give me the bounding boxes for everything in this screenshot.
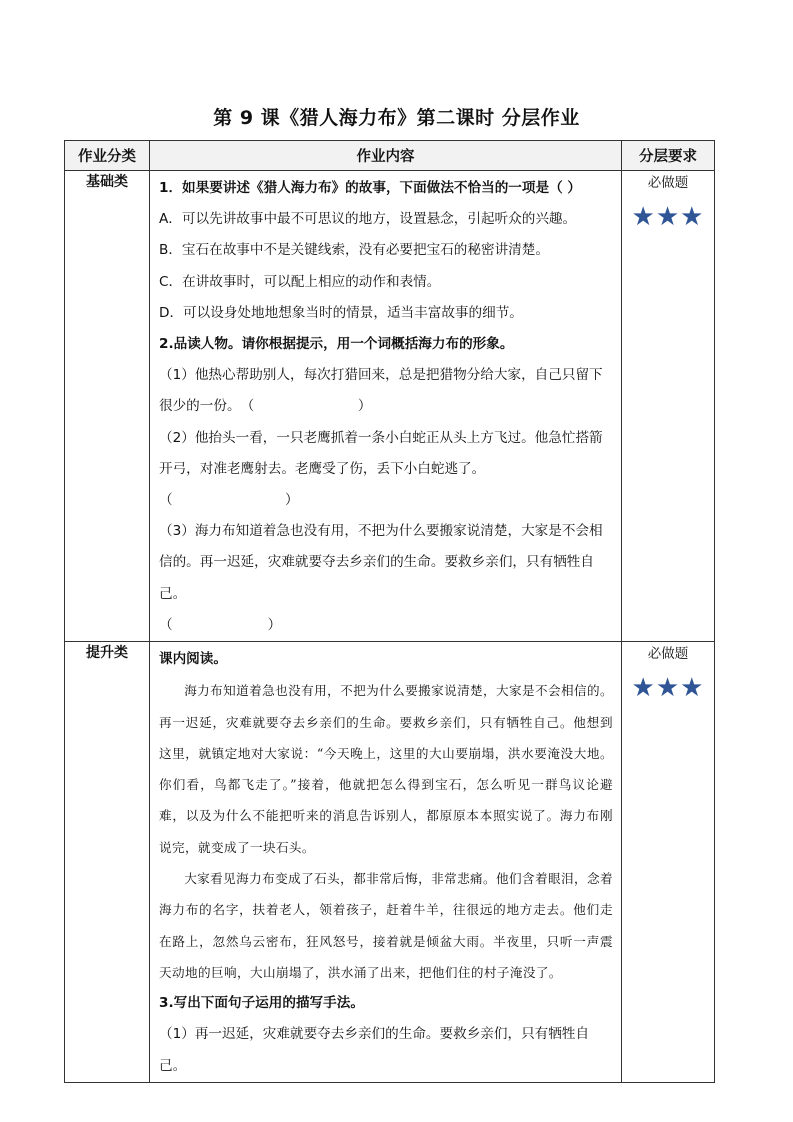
requirement-advanced-label: 必做题 xyxy=(647,646,689,663)
reading-title: 课内阅读。 xyxy=(159,651,227,668)
content-basic xyxy=(150,171,622,642)
q1-option-d: D．可以设身处地地想象当时的情景，适当丰富故事的细节。 xyxy=(159,304,523,321)
table-row-advanced xyxy=(65,642,715,1083)
requirement-advanced xyxy=(622,642,715,1083)
requirement-basic-label: 必做题 xyxy=(647,175,689,191)
q2-item-2-text: （2）他抬头一看，一只老鹰抓着一条小白蛇正从头上方飞过。他急忙搭箭开弓，对准老鹰射去。老鹰受了伤，丢下小白蛇逃了。 xyxy=(159,429,603,477)
table-header-row xyxy=(65,141,715,171)
q2-item-1-blank: （ ） xyxy=(240,398,372,415)
q3-stem: 3.写出下面句子运用的描写手法。 xyxy=(159,995,364,1012)
q1-stem: 1．如果要讲述《猎人海力布》的故事，下面做法不恰当的一项是（ ） xyxy=(159,180,582,196)
requirement-basic xyxy=(622,171,715,642)
page-title: 第 9 课《猎人海力布》第二课时 分层作业 xyxy=(213,107,580,129)
header-category: 作业分类 xyxy=(65,141,150,171)
q2-item-3-text: （3）海力布知道着急也没有用，不把为什么要搬家说清楚，大家是不会相信的。再一迟延，灾难就要夺去乡亲们的生命。要救乡亲们，只有牺牲自己。 xyxy=(159,523,603,602)
header-content: 作业内容 xyxy=(150,141,622,171)
q1-option-b: B．宝石在故事中不是关键线索，没有必要把宝石的秘密讲清楚。 xyxy=(159,242,549,259)
category-basic: 基础类 xyxy=(65,171,150,642)
q2-item-2 xyxy=(159,423,613,517)
q2-item-2-blank: （ ） xyxy=(159,492,299,509)
passage-paragraph-1: 海力布知道着急也没有用，不把为什么要搬家说清楚，大家是不会相信的。再一迟延，灾难就要夺去乡亲们的生命。要救乡亲们，只有牺牲自己。他想到这里，就镇定地对大家说：“今天晚上，这里的大山要崩塌，洪水要淹没大地。你们看，鸟都飞走了。”接着，他就把怎么得到宝石，怎么听见一群鸟议论避难，以及为什么不能把听来的消息告诉别人，都原原本本照实说了。海力布刚说完，就变成了一块石头。 xyxy=(159,683,613,855)
q2-item-3 xyxy=(159,516,613,641)
q2-stem: 2.品读人物。请你根据提示，用一个词概括海力布的形象。 xyxy=(159,336,514,353)
q2-item-1 xyxy=(159,360,613,422)
q2-item-1-text: （1）他热心帮助别人，每次打猎回来，总是把猎物分给大家，自己只留下很少的一份。 xyxy=(159,367,603,415)
star-rating-icon: ★★★ xyxy=(631,202,705,232)
header-requirement: 分层要求 xyxy=(622,141,715,171)
homework-table xyxy=(64,140,715,1083)
star-rating-icon: ★★★ xyxy=(631,673,705,704)
reading-passage xyxy=(159,675,613,988)
q1-option-a: A．可以先讲故事中最不可思议的地方，设置悬念，引起听众的兴趣。 xyxy=(159,211,577,228)
q2-item-3-blank: （ ） xyxy=(159,616,282,633)
content-advanced xyxy=(150,642,622,1083)
table-row-basic xyxy=(65,171,715,642)
q1-option-c: C．在讲故事时，可以配上相应的动作和表情。 xyxy=(159,273,441,290)
q3-item-1: （1）再一迟延，灾难就要夺去乡亲们的生命。要救乡亲们，只有牺牲自己。 xyxy=(159,1026,590,1074)
passage-paragraph-2: 大家看见海力布变成了石头，都非常后悔，非常悲痛。他们含着眼泪，念着海力布的名字，扶着老人，领着孩子，赶着牛羊，往很远的地方走去。他们走在路上，忽然乌云密布，狂风怒号，接着就是倾盆大雨。半夜里，只听一声震天动地的巨响，大山崩塌了，洪水涌了出来，把他们住的村子淹没了。 xyxy=(159,871,613,980)
category-advanced: 提升类 xyxy=(65,642,150,1083)
